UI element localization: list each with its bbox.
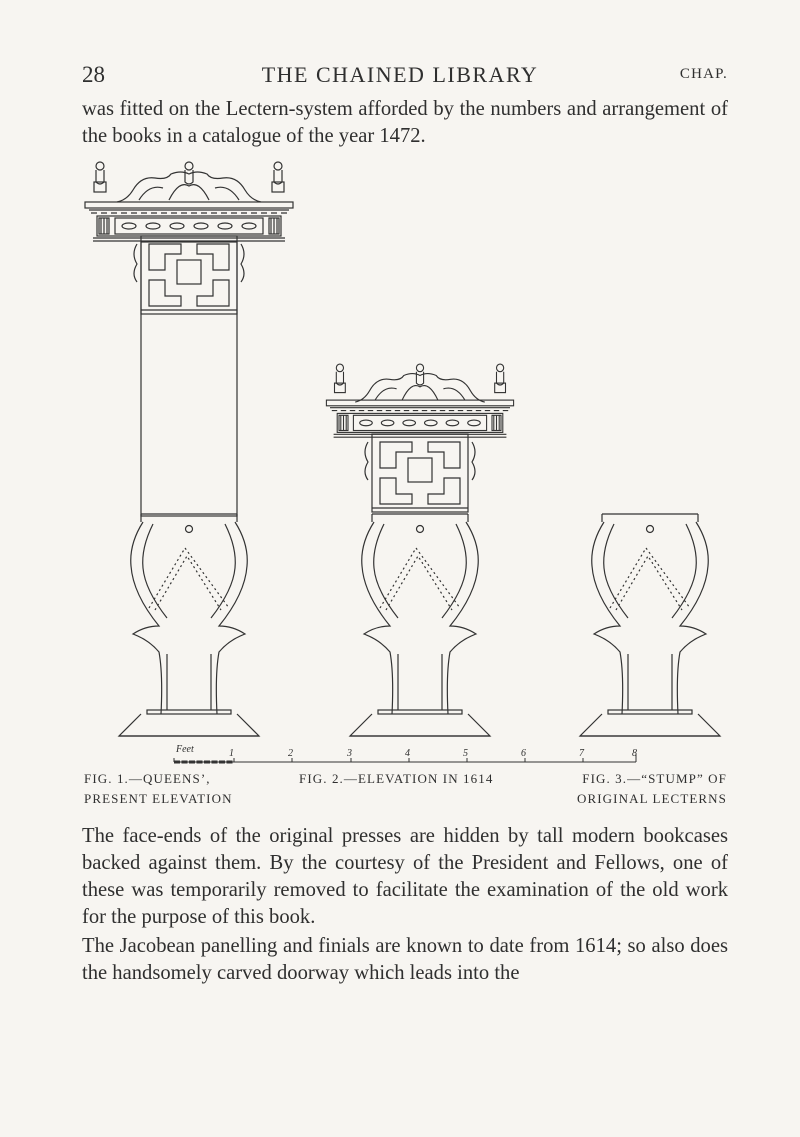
figure-2-drawing [326, 364, 513, 736]
caption-line: PRESENT ELEVATION [84, 791, 233, 806]
caption-fig-3 [537, 771, 727, 807]
scale-tick: 8 [632, 748, 637, 759]
scale-tick: 1 [229, 748, 234, 759]
body-paragraph-2: The Jacobean panelling and finials are known to date from 1614; so also does the handsomely carved doorway which leads into the [82, 935, 728, 984]
caption-line: FIG. 3.—“STUMP” OF [582, 771, 727, 786]
scale-tick: 4 [405, 748, 410, 759]
caption-line: FIG. 2.—ELEVATION IN 1614 [299, 771, 494, 786]
caption-fig-2 [299, 771, 493, 787]
body-paragraph-1: The face-ends of the original presses are hidden by tall modern bookcases backed against them. By the courtesy of the President and Fellows, one of these was temporarily removed to facilitate the examination of the old work for the purpose of this book. [82, 825, 728, 928]
caption-fig-1 [84, 771, 233, 807]
scale-tick: 2 [288, 748, 293, 759]
scale-tick: 6 [521, 748, 526, 759]
figure-3-drawing [580, 514, 720, 736]
caption-line: ORIGINAL LECTERNS [576, 791, 727, 806]
intro-paragraph: was fitted on the Lectern-system afforded by the numbers and arrangement of the books in a catalogue of the year 1472. [82, 98, 728, 147]
scale-tick: 3 [347, 748, 352, 759]
running-title: THE CHAINED LIBRARY [261, 62, 539, 87]
caption-line: FIG. 1.—QUEENS’, [84, 771, 211, 786]
figure-1-drawing [85, 162, 293, 736]
scale-tick: 5 [463, 748, 468, 759]
chapter-label: CHAP. [679, 66, 728, 82]
scale-tick: 7 [579, 748, 584, 759]
scale-label: Feet [176, 744, 194, 755]
page-number: 28 [82, 62, 105, 87]
